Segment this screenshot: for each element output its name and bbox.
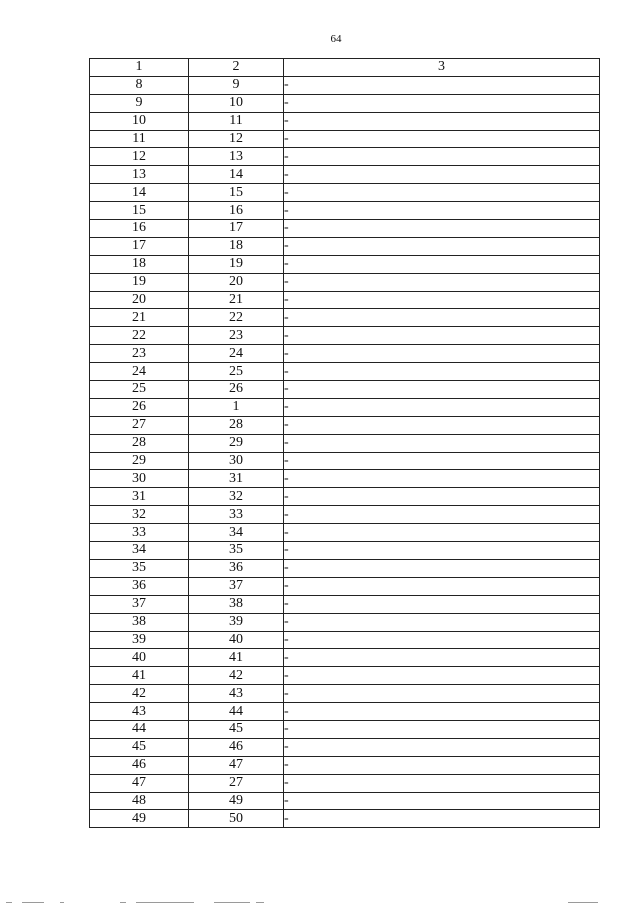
table-header-row — [90, 59, 600, 77]
table-row — [90, 631, 600, 649]
table-cell-col-1: 42 — [90, 685, 189, 703]
table-cell-col-1: 14 — [90, 184, 189, 202]
table-cell-col-3: - — [284, 542, 600, 560]
table-row — [90, 184, 600, 202]
table-cell-col-3: - — [284, 381, 600, 399]
table-cell-col-1: 17 — [90, 237, 189, 255]
table-cell-col-3: - — [284, 345, 600, 363]
table-cell-col-2: 45 — [189, 720, 284, 738]
table-cell-col-2: 23 — [189, 327, 284, 345]
table-row — [90, 792, 600, 810]
table-cell-col-1: 35 — [90, 559, 189, 577]
table-row — [90, 291, 600, 309]
table-row — [90, 112, 600, 130]
column-header-1: 1 — [90, 59, 189, 77]
table-cell-col-2: 28 — [189, 416, 284, 434]
table-cell-col-3: - — [284, 488, 600, 506]
table-cell-col-3: - — [284, 202, 600, 220]
scan-footer-marks — [0, 899, 640, 905]
table-cell-col-1: 31 — [90, 488, 189, 506]
table-cell-col-2: 14 — [189, 166, 284, 184]
table-cell-col-1: 18 — [90, 255, 189, 273]
table-row — [90, 595, 600, 613]
table-cell-col-2: 37 — [189, 577, 284, 595]
table-row — [90, 470, 600, 488]
table-row — [90, 416, 600, 434]
table-cell-col-2: 41 — [189, 649, 284, 667]
table-row — [90, 542, 600, 560]
table-cell-col-3: - — [284, 667, 600, 685]
table-cell-col-3: - — [284, 649, 600, 667]
table-row — [90, 703, 600, 721]
table-row — [90, 524, 600, 542]
table-cell-col-3: - — [284, 810, 600, 828]
table-row — [90, 738, 600, 756]
table-cell-col-3: - — [284, 595, 600, 613]
table-row — [90, 756, 600, 774]
table-cell-col-1: 36 — [90, 577, 189, 595]
table-cell-col-1: 44 — [90, 720, 189, 738]
table-cell-col-2: 22 — [189, 309, 284, 327]
table-row — [90, 810, 600, 828]
table-cell-col-3: - — [284, 738, 600, 756]
table-cell-col-1: 26 — [90, 398, 189, 416]
table-row — [90, 202, 600, 220]
table-cell-col-2: 43 — [189, 685, 284, 703]
table-row — [90, 327, 600, 345]
table-cell-col-2: 35 — [189, 542, 284, 560]
table-cell-col-2: 50 — [189, 810, 284, 828]
table-cell-col-3: - — [284, 309, 600, 327]
table-cell-col-2: 33 — [189, 506, 284, 524]
table-row — [90, 774, 600, 792]
table-cell-col-2: 30 — [189, 452, 284, 470]
table-row — [90, 685, 600, 703]
table-cell-col-3: - — [284, 291, 600, 309]
table-cell-col-1: 48 — [90, 792, 189, 810]
table-cell-col-1: 9 — [90, 94, 189, 112]
table-cell-col-1: 16 — [90, 220, 189, 238]
table-cell-col-3: - — [284, 220, 600, 238]
table-cell-col-2: 29 — [189, 434, 284, 452]
table-cell-col-1: 38 — [90, 613, 189, 631]
table-cell-col-1: 37 — [90, 595, 189, 613]
table-cell-col-2: 34 — [189, 524, 284, 542]
table-cell-col-3: - — [284, 792, 600, 810]
table-cell-col-1: 27 — [90, 416, 189, 434]
table-row — [90, 94, 600, 112]
table-cell-col-3: - — [284, 577, 600, 595]
table-cell-col-2: 38 — [189, 595, 284, 613]
table-row — [90, 381, 600, 399]
table-row — [90, 506, 600, 524]
table-cell-col-1: 46 — [90, 756, 189, 774]
table-cell-col-2: 25 — [189, 363, 284, 381]
table-row — [90, 720, 600, 738]
table-cell-col-1: 47 — [90, 774, 189, 792]
table-cell-col-2: 36 — [189, 559, 284, 577]
table-cell-col-1: 29 — [90, 452, 189, 470]
table-row — [90, 148, 600, 166]
table-cell-col-3: - — [284, 774, 600, 792]
table-row — [90, 237, 600, 255]
table-row — [90, 667, 600, 685]
table-cell-col-2: 15 — [189, 184, 284, 202]
table-cell-col-3: - — [284, 470, 600, 488]
table-cell-col-3: - — [284, 524, 600, 542]
table-cell-col-1: 13 — [90, 166, 189, 184]
column-header-2: 2 — [189, 59, 284, 77]
table-cell-col-2: 18 — [189, 237, 284, 255]
table-cell-col-3: - — [284, 363, 600, 381]
table-cell-col-1: 8 — [90, 76, 189, 94]
table-row — [90, 649, 600, 667]
table-cell-col-2: 24 — [189, 345, 284, 363]
table-cell-col-3: - — [284, 434, 600, 452]
table-cell-col-3: - — [284, 613, 600, 631]
table-cell-col-1: 45 — [90, 738, 189, 756]
page-number: 64 — [330, 33, 342, 45]
table-cell-col-1: 30 — [90, 470, 189, 488]
table-cell-col-2: 31 — [189, 470, 284, 488]
table-cell-col-1: 10 — [90, 112, 189, 130]
table-cell-col-2: 49 — [189, 792, 284, 810]
table-row — [90, 434, 600, 452]
table-cell-col-3: - — [284, 184, 600, 202]
table-cell-col-1: 49 — [90, 810, 189, 828]
table-cell-col-1: 32 — [90, 506, 189, 524]
table-cell-col-1: 19 — [90, 273, 189, 291]
table-cell-col-3: - — [284, 273, 600, 291]
table-cell-col-2: 13 — [189, 148, 284, 166]
table-cell-col-2: 42 — [189, 667, 284, 685]
table-cell-col-2: 32 — [189, 488, 284, 506]
table-cell-col-1: 23 — [90, 345, 189, 363]
table-cell-col-3: - — [284, 398, 600, 416]
table-row — [90, 363, 600, 381]
table-cell-col-2: 12 — [189, 130, 284, 148]
table-cell-col-1: 15 — [90, 202, 189, 220]
table-cell-col-1: 43 — [90, 703, 189, 721]
table-cell-col-3: - — [284, 452, 600, 470]
table-row — [90, 255, 600, 273]
table-cell-col-1: 34 — [90, 542, 189, 560]
table-cell-col-2: 39 — [189, 613, 284, 631]
table-cell-col-2: 1 — [189, 398, 284, 416]
table-row — [90, 613, 600, 631]
table-cell-col-3: - — [284, 94, 600, 112]
table-cell-col-2: 11 — [189, 112, 284, 130]
table-cell-col-2: 19 — [189, 255, 284, 273]
table-cell-col-2: 47 — [189, 756, 284, 774]
table-cell-col-1: 39 — [90, 631, 189, 649]
table-row — [90, 398, 600, 416]
table-cell-col-1: 40 — [90, 649, 189, 667]
table-row — [90, 559, 600, 577]
table-row — [90, 273, 600, 291]
column-header-3: 3 — [284, 59, 600, 77]
table-row — [90, 309, 600, 327]
table-cell-col-2: 27 — [189, 774, 284, 792]
table-cell-col-3: - — [284, 756, 600, 774]
table-row — [90, 166, 600, 184]
table-cell-col-3: - — [284, 720, 600, 738]
table-cell-col-1: 22 — [90, 327, 189, 345]
table-row — [90, 345, 600, 363]
table-cell-col-1: 33 — [90, 524, 189, 542]
table-body — [90, 76, 600, 827]
table-row — [90, 577, 600, 595]
table-cell-col-3: - — [284, 237, 600, 255]
table-row — [90, 488, 600, 506]
table-cell-col-3: - — [284, 559, 600, 577]
table-cell-col-3: - — [284, 631, 600, 649]
table-cell-col-3: - — [284, 255, 600, 273]
table-cell-col-2: 17 — [189, 220, 284, 238]
data-table — [89, 58, 600, 828]
table-cell-col-1: 12 — [90, 148, 189, 166]
table-cell-col-2: 26 — [189, 381, 284, 399]
table-cell-col-2: 20 — [189, 273, 284, 291]
table-cell-col-1: 21 — [90, 309, 189, 327]
table-cell-col-3: - — [284, 416, 600, 434]
table-cell-col-1: 28 — [90, 434, 189, 452]
table-cell-col-2: 40 — [189, 631, 284, 649]
table-cell-col-2: 21 — [189, 291, 284, 309]
table-cell-col-2: 44 — [189, 703, 284, 721]
table-row — [90, 130, 600, 148]
table-cell-col-1: 41 — [90, 667, 189, 685]
table-row — [90, 220, 600, 238]
table-cell-col-3: - — [284, 112, 600, 130]
table-cell-col-3: - — [284, 506, 600, 524]
table-cell-col-1: 20 — [90, 291, 189, 309]
table-cell-col-3: - — [284, 703, 600, 721]
table-cell-col-3: - — [284, 166, 600, 184]
table-cell-col-2: 10 — [189, 94, 284, 112]
table-cell-col-3: - — [284, 130, 600, 148]
table-cell-col-3: - — [284, 685, 600, 703]
table-cell-col-2: 9 — [189, 76, 284, 94]
table-cell-col-2: 16 — [189, 202, 284, 220]
table-cell-col-1: 25 — [90, 381, 189, 399]
table-cell-col-1: 11 — [90, 130, 189, 148]
table-cell-col-2: 46 — [189, 738, 284, 756]
table-cell-col-3: - — [284, 327, 600, 345]
table-row — [90, 452, 600, 470]
table-cell-col-1: 24 — [90, 363, 189, 381]
table-row — [90, 76, 600, 94]
table-cell-col-3: - — [284, 148, 600, 166]
table-cell-col-3: - — [284, 76, 600, 94]
